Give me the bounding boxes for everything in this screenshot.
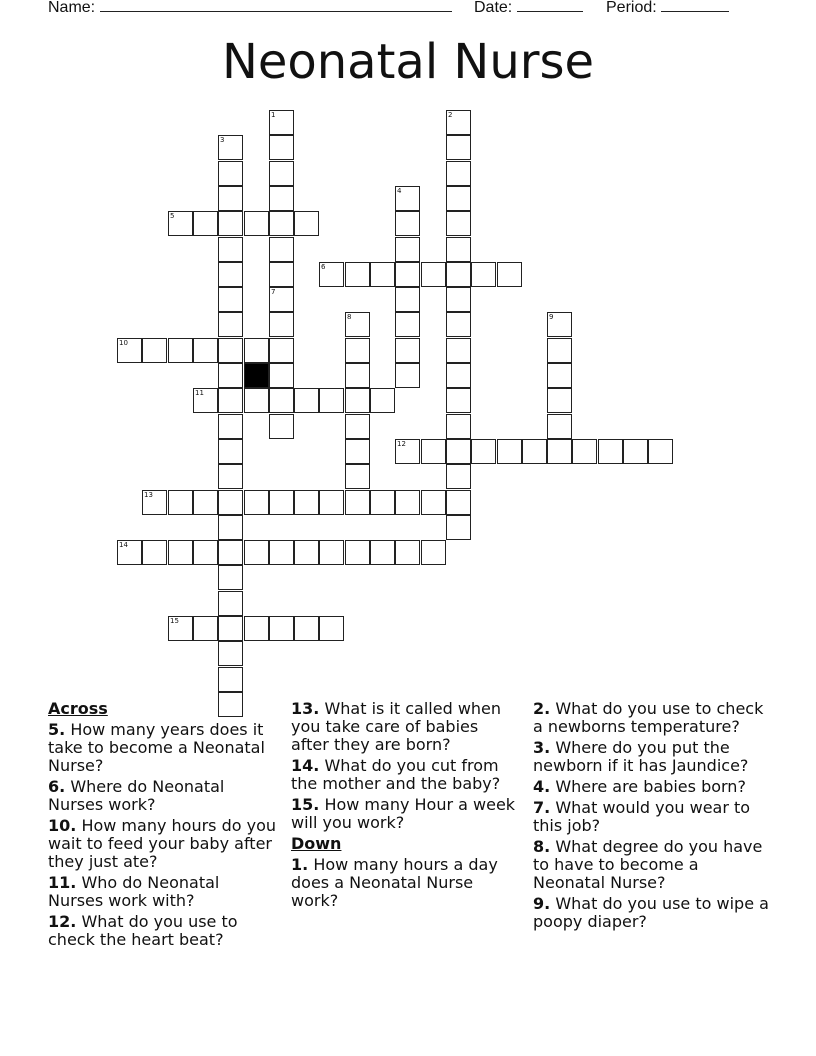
grid-cell[interactable] <box>142 338 167 363</box>
clue-number-label: 2 <box>448 111 453 119</box>
clue-text: What do you use to check a newborns temperature? <box>533 699 764 736</box>
clue-number: 8. <box>533 837 551 856</box>
grid-cell[interactable] <box>395 490 420 515</box>
down-heading: Down <box>291 834 342 853</box>
grid-cell[interactable] <box>345 490 370 515</box>
clue-across-15 <box>291 796 516 832</box>
grid-cell[interactable] <box>623 439 648 464</box>
grid-cell[interactable] <box>218 439 243 464</box>
clue-number: 15. <box>291 795 320 814</box>
grid-cell[interactable] <box>168 338 193 363</box>
grid-cell[interactable] <box>244 616 269 641</box>
grid-cell[interactable] <box>269 414 294 439</box>
clue-number-label: 11 <box>195 389 204 397</box>
clue-number-label: 4 <box>397 187 402 195</box>
grid-cell[interactable] <box>269 237 294 262</box>
clue-number-label: 10 <box>119 339 128 347</box>
grid-cell[interactable] <box>446 211 471 236</box>
grid-cell[interactable] <box>395 540 420 565</box>
grid-cell[interactable] <box>446 312 471 337</box>
grid-cell[interactable] <box>446 161 471 186</box>
clue-number-label: 7 <box>271 288 276 296</box>
clue-across-12 <box>48 913 278 949</box>
grid-cell[interactable] <box>168 540 193 565</box>
clue-across-13 <box>291 700 516 754</box>
grid-cell[interactable] <box>218 312 243 337</box>
clues-column-1 <box>48 700 278 952</box>
clue-text: Where are babies born? <box>555 777 746 796</box>
grid-cell[interactable] <box>218 565 243 590</box>
grid-cell[interactable] <box>218 490 243 515</box>
grid-cell[interactable] <box>421 540 446 565</box>
clue-number-label: 12 <box>397 440 406 448</box>
clue-number-label: 8 <box>347 313 352 321</box>
grid-cell[interactable] <box>395 237 420 262</box>
grid-cell[interactable] <box>319 262 344 287</box>
clue-down-3 <box>533 739 773 775</box>
grid-cell[interactable] <box>345 262 370 287</box>
grid-cell[interactable] <box>269 363 294 388</box>
clue-number: 5. <box>48 720 66 739</box>
grid-cell[interactable] <box>269 540 294 565</box>
grid-cell[interactable] <box>497 439 522 464</box>
grid-cell[interactable] <box>345 388 370 413</box>
grid-cell[interactable] <box>395 186 420 211</box>
grid-cell[interactable] <box>218 338 243 363</box>
grid-cell[interactable] <box>244 540 269 565</box>
grid-cell[interactable] <box>446 515 471 540</box>
clue-across-11 <box>48 874 278 910</box>
clue-number: 7. <box>533 798 551 817</box>
clue-across-10 <box>48 817 278 871</box>
grid-cell[interactable] <box>269 616 294 641</box>
clue-number: 12. <box>48 912 77 931</box>
grid-cell[interactable] <box>117 540 142 565</box>
grid-cell[interactable] <box>319 540 344 565</box>
clue-down-7 <box>533 799 773 835</box>
grid-cell[interactable] <box>168 616 193 641</box>
grid-cell[interactable] <box>218 237 243 262</box>
clue-number-label: 13 <box>144 491 153 499</box>
grid-cell[interactable] <box>218 211 243 236</box>
clue-text: What is it called when you take care of babies after they are born? <box>291 699 502 754</box>
clue-text: Where do Neonatal Nurses work? <box>48 777 225 814</box>
clue-number-label: 3 <box>220 136 225 144</box>
grid-cell[interactable] <box>446 363 471 388</box>
grid-cell[interactable] <box>446 287 471 312</box>
grid-cell[interactable] <box>244 338 269 363</box>
grid-cell[interactable] <box>294 490 319 515</box>
grid-cell[interactable] <box>218 515 243 540</box>
grid-cell[interactable] <box>269 287 294 312</box>
grid-cell[interactable] <box>142 490 167 515</box>
grid-cell[interactable] <box>370 540 395 565</box>
clue-down-2 <box>533 700 773 736</box>
grid-cell[interactable] <box>269 186 294 211</box>
grid-cell[interactable] <box>218 616 243 641</box>
grid-cell[interactable] <box>446 338 471 363</box>
grid-cell[interactable] <box>193 211 218 236</box>
grid-cell[interactable] <box>446 237 471 262</box>
grid-cell[interactable] <box>345 363 370 388</box>
grid-cell[interactable] <box>218 161 243 186</box>
grid-cell[interactable] <box>446 135 471 160</box>
grid-cell[interactable] <box>547 363 572 388</box>
grid-cell[interactable] <box>142 540 167 565</box>
grid-cell[interactable] <box>370 262 395 287</box>
clue-text: How many hours do you wait to feed your baby after they just ate? <box>48 816 277 871</box>
grid-cell[interactable] <box>345 439 370 464</box>
grid-cell[interactable] <box>269 161 294 186</box>
grid-cell[interactable] <box>294 616 319 641</box>
grid-cell[interactable] <box>446 464 471 489</box>
grid-cell[interactable] <box>168 211 193 236</box>
clues-column-2 <box>291 700 516 913</box>
grid-cell[interactable] <box>547 388 572 413</box>
page-title: Neonatal Nurse <box>221 34 595 90</box>
grid-cell[interactable] <box>598 439 623 464</box>
grid-cell[interactable] <box>446 186 471 211</box>
period-label: Period: <box>606 0 657 16</box>
grid-cell[interactable] <box>218 464 243 489</box>
grid-cell[interactable] <box>294 388 319 413</box>
clue-number: 11. <box>48 873 77 892</box>
grid-cell[interactable] <box>269 262 294 287</box>
grid-cell[interactable] <box>218 186 243 211</box>
clue-text: How many hours a day does a Neonatal Nurse work? <box>291 855 498 910</box>
grid-cell[interactable] <box>218 262 243 287</box>
grid-cell[interactable] <box>218 641 243 666</box>
clue-number-label: 6 <box>321 263 326 271</box>
grid-cell[interactable] <box>446 439 471 464</box>
grid-cell[interactable] <box>395 262 420 287</box>
grid-cell[interactable] <box>218 287 243 312</box>
clue-number: 4. <box>533 777 551 796</box>
grid-cell[interactable] <box>218 135 243 160</box>
grid-cell[interactable] <box>497 262 522 287</box>
across-heading: Across <box>48 699 108 718</box>
grid-cell[interactable] <box>269 388 294 413</box>
grid-cell[interactable] <box>269 110 294 135</box>
grid-cell[interactable] <box>193 490 218 515</box>
clue-number: 1. <box>291 855 309 874</box>
clue-number: 3. <box>533 738 551 757</box>
grid-cell[interactable] <box>345 414 370 439</box>
grid-cell[interactable] <box>269 338 294 363</box>
grid-cell[interactable] <box>218 363 243 388</box>
grid-cell[interactable] <box>547 414 572 439</box>
grid-cell[interactable] <box>269 211 294 236</box>
grid-cell[interactable] <box>218 591 243 616</box>
grid-cell[interactable] <box>547 338 572 363</box>
grid-cell[interactable] <box>319 616 344 641</box>
clue-across-5 <box>48 721 278 775</box>
grid-cell[interactable] <box>218 667 243 692</box>
grid-cell[interactable] <box>395 312 420 337</box>
clue-number: 14. <box>291 756 320 775</box>
clues-column-3 <box>533 700 773 934</box>
grid-cell[interactable] <box>421 490 446 515</box>
grid-cell[interactable] <box>471 439 496 464</box>
grid-cell[interactable] <box>269 312 294 337</box>
grid-cell[interactable] <box>446 262 471 287</box>
grid-cell[interactable] <box>244 490 269 515</box>
grid-cell[interactable] <box>370 490 395 515</box>
grid-cell[interactable] <box>168 490 193 515</box>
grid-cell[interactable] <box>395 439 420 464</box>
grid-cell[interactable] <box>421 439 446 464</box>
grid-cell[interactable] <box>547 312 572 337</box>
grid-cell[interactable] <box>244 211 269 236</box>
grid-cell[interactable] <box>370 388 395 413</box>
grid-cell[interactable] <box>218 540 243 565</box>
grid-cell[interactable] <box>395 338 420 363</box>
grid-cell[interactable] <box>294 211 319 236</box>
grid-cell[interactable] <box>244 388 269 413</box>
clue-across-6 <box>48 778 278 814</box>
clue-text: What would you wear to this job? <box>533 798 751 835</box>
grid-cell[interactable] <box>572 439 597 464</box>
grid-cell[interactable] <box>269 490 294 515</box>
grid-cell[interactable] <box>446 110 471 135</box>
clue-text: What do you use to wipe a poopy diaper? <box>533 894 769 931</box>
clue-number: 6. <box>48 777 66 796</box>
clue-text: What do you cut from the mother and the baby? <box>291 756 501 793</box>
grid-cell[interactable] <box>345 312 370 337</box>
clue-number-label: 1 <box>271 111 276 119</box>
grid-cell[interactable] <box>395 211 420 236</box>
grid-cell[interactable] <box>193 388 218 413</box>
clue-text: What do you use to check the heart beat? <box>48 912 238 949</box>
grid-cell[interactable] <box>345 464 370 489</box>
name-label: Name: <box>48 0 96 16</box>
grid-cell[interactable] <box>218 414 243 439</box>
clue-text: What degree do you have to have to become a Neonatal Nurse? <box>533 837 763 892</box>
grid-cell[interactable] <box>269 135 294 160</box>
grid-cell[interactable] <box>395 287 420 312</box>
clue-number: 2. <box>533 699 551 718</box>
clue-text: How many Hour a week will you work? <box>291 795 516 832</box>
clue-down-4 <box>533 778 773 796</box>
grid-cell[interactable] <box>345 540 370 565</box>
clue-text: How many years does it take to become a Neonatal Nurse? <box>48 720 265 775</box>
clue-number: 10. <box>48 816 77 835</box>
grid-cell[interactable] <box>345 338 370 363</box>
grid-cell[interactable] <box>218 388 243 413</box>
clue-down-8 <box>533 838 773 892</box>
clue-number: 13. <box>291 699 320 718</box>
grid-cell[interactable] <box>421 262 446 287</box>
grid-cell[interactable] <box>193 540 218 565</box>
clue-number-label: 5 <box>170 212 175 220</box>
grid-cell[interactable] <box>446 490 471 515</box>
clue-number: 9. <box>533 894 551 913</box>
grid-cell[interactable] <box>294 540 319 565</box>
clue-number-label: 15 <box>170 617 179 625</box>
grid-cell[interactable] <box>446 388 471 413</box>
clue-number-label: 14 <box>119 541 128 549</box>
grid-cell[interactable] <box>319 388 344 413</box>
clue-down-9 <box>533 895 773 931</box>
grid-cell[interactable] <box>547 439 572 464</box>
grid-cell[interactable] <box>446 414 471 439</box>
clue-number-label: 9 <box>549 313 554 321</box>
grid-cell[interactable] <box>395 363 420 388</box>
grid-cell[interactable] <box>522 439 547 464</box>
clue-down-1 <box>291 856 516 910</box>
black-cell <box>244 363 269 388</box>
grid-cell[interactable] <box>319 490 344 515</box>
clue-across-14 <box>291 757 516 793</box>
clue-text: Who do Neonatal Nurses work with? <box>48 873 220 910</box>
grid-cell[interactable] <box>471 262 496 287</box>
date-label: Date: <box>474 0 513 16</box>
clue-text: Where do you put the newborn if it has Jaundice? <box>533 738 749 775</box>
grid-cell[interactable] <box>648 439 673 464</box>
grid-cell[interactable] <box>193 616 218 641</box>
grid-cell[interactable] <box>117 338 142 363</box>
grid-cell[interactable] <box>193 338 218 363</box>
